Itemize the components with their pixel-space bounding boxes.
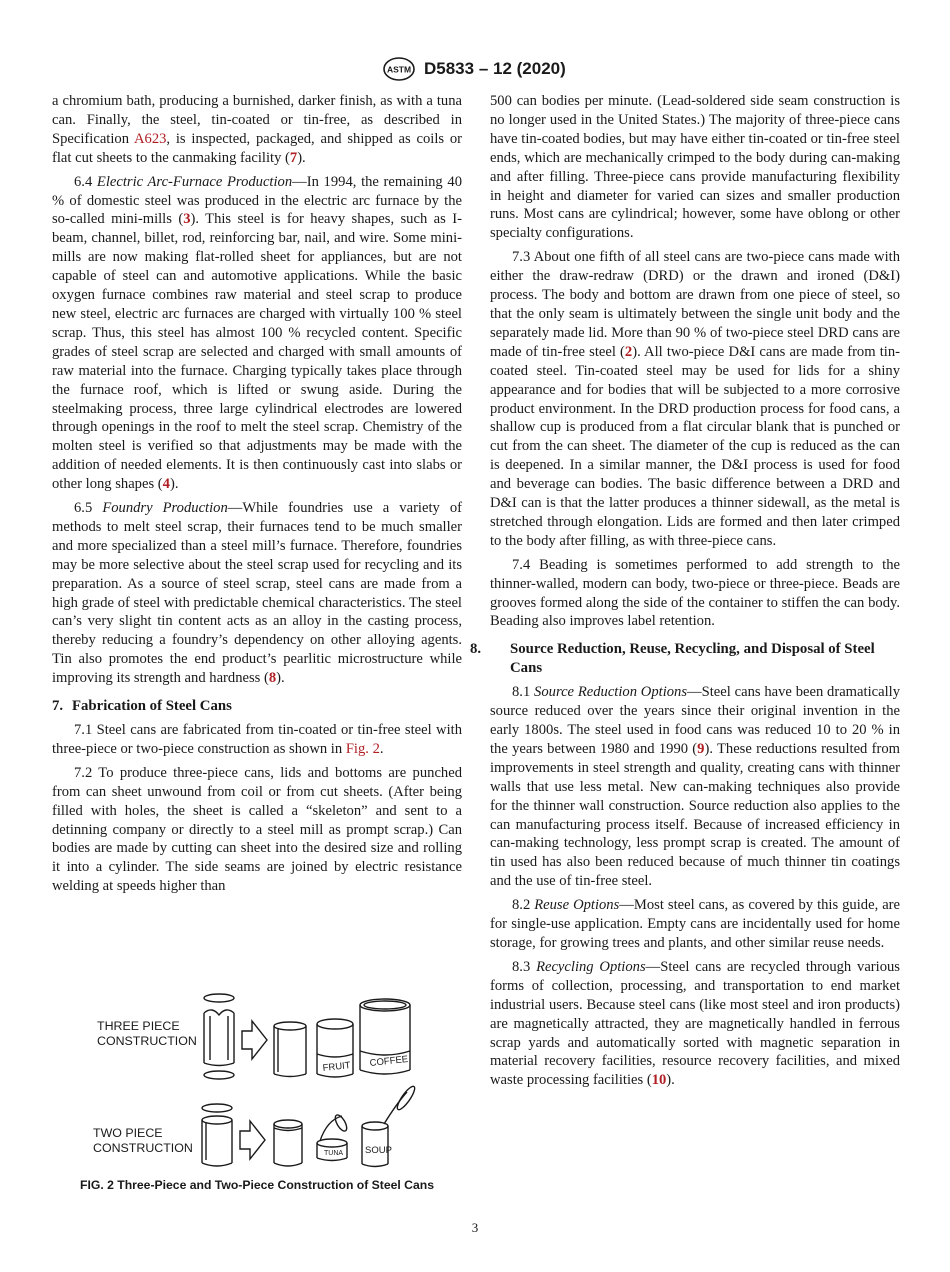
three-piece-label-line2: CONSTRUCTION	[97, 1034, 197, 1048]
two-piece-arrow-icon	[240, 1121, 265, 1159]
three-piece-bottom-icon	[204, 1071, 234, 1079]
paragraph-8-2-title: Reuse Options	[534, 897, 620, 914]
reference-4[interactable]: 4	[162, 476, 170, 493]
paragraph-7-4: 7.4 Beading is sometimes performed to add strength to the thinner-walled, modern can body, two-piece or three-piece. Beads are grooves formed along the side of the container to stiffen the can body. Beading also improves label retention.	[490, 556, 900, 630]
tuna-label: TUNA	[324, 1150, 344, 1157]
coffee-label: COFFEE	[369, 1054, 409, 1069]
rolled-can-body-icon	[204, 1010, 234, 1066]
section-7-heading: 7. Fabrication of Steel Cans	[52, 698, 232, 715]
figure-2-link[interactable]: Fig. 2	[345, 740, 380, 757]
figure-2-caption: FIG. 2 Three-Piece and Two-Piece Construction of Steel Cans	[80, 1178, 434, 1192]
paragraph-6-3-continued: a chromium bath, producing a burnished, darker finish, as with a tuna can. Finally, the steel, tin-coated or tin-free, as described in Specification A623, is inspected, packaged, and shipped as coils or flat cut sheets to the canmaking facility (7).	[52, 93, 462, 166]
paragraph-8-1-title: Source Reduction Options	[534, 684, 688, 701]
three-piece-label-line1: THREE PIECE	[97, 1019, 180, 1033]
reference-3[interactable]: 3	[183, 211, 191, 228]
figure-2	[52, 988, 462, 1203]
paragraph-8-1: 8.1 Source Reduction Options—Steel cans have been dramatically source reduced over the years since their original invention in the early 1800s. The steel used in food cans was reduced 10 to 20 % in the years between 1980 and 1990 (9). These reductions resulted from improvements in steel strength and quality, creating cans with thinner walls that use less metal. New can-making techniques also provide for the thinner wall construction. Source reduction also applies to the can manufacturing process itself. Because of increased efficiency in can-making technology, less prompt scrap is created. The amount of tin used has also been reduced because of much thinner tin coatings and the use of tin-free steel.	[490, 684, 900, 890]
fruit-label: FRUIT	[322, 1060, 352, 1074]
paragraph-8-3: 8.3 Recycling Options—Steel cans are recycled through various forms of collection, processing, and transportation to end market industrial users. Because steel cans (like most steel and iron products) are magnetically attracted, they are magnetically handled in ferrous scrap yards and automatically sorted with magnetic separation in material recovery facilities, resource recovery facilities, and mixed waste processing facilities (10).	[490, 958, 900, 1089]
paragraph-6-5: 6.5 Foundry Production—While foundries use a variety of methods to melt steel scrap, their furnaces tend to be much smaller and more specialized than a steel mill’s furnace. Therefore, foundries may be more selective about the steel scrap used for recycling and its preparation. As a source of steel scrap, steel cans are made from a high grade of steel with predictable chemical characteristics. The steel can’s very slight tin content acts as an alloy in the casting process, thereby reducing a foundry’s dependency on other alloying agents. Tin also promotes the end product’s pearlitic microstructure while improving its strength and hardness (8).	[52, 500, 463, 687]
paragraph-8-2: 8.2 Reuse Options—Most steel cans, as covered by this guide, are for single-use application. Empty cans are incidentally used for home storage, for growing trees and plants, and other similar reuse needs.	[490, 897, 901, 951]
drawn-can-body-icon	[202, 1116, 232, 1166]
reference-9[interactable]: 9	[697, 740, 705, 757]
paragraph-7-2: 7.2 To produce three-piece cans, lids and bottoms are punched from can sheet unwound from coil or from cut sheets. (After being filled with holes, the sheet is called a “skeleton” and sent to a detinning company or directly to a steel mill as prompt scrap.) Can bodies are made by cutting can sheet into the desired size and rolling it into a cylinder. The side seams are joined by electric resistance welding at speeds higher than	[52, 764, 462, 895]
spec-link-a623[interactable]: A623	[133, 130, 167, 147]
document-designation: D5833 – 12 (2020)	[424, 59, 566, 78]
soup-label: SOUP	[365, 1145, 392, 1156]
can-construction-illustration	[52, 988, 462, 1178]
paragraph-6-4-title: Electric Arc-Furnace Production	[96, 173, 293, 190]
page-number: 3	[471, 1220, 479, 1235]
two-piece-label-line2: CONSTRUCTION	[93, 1141, 193, 1155]
finished-can-body-icon	[274, 1120, 302, 1166]
paragraph-7-2-continued: 500 can bodies per minute. (Lead-soldered side seam construction is no longer used in the United States.) The majority of three-piece cans have tin-coated bodies, but may have either tin-coated or tin-free steel ends, which are mechanically crimped to the body during can-making and after filling. Three-piece cans provide manufacturing flexibility in height and diameter for varied can sizes and smaller production runs. Most cans are cylindrical; however, some have oblong or other specialty configurations.	[490, 93, 900, 242]
reference-2[interactable]: 2	[624, 343, 633, 360]
section-8-heading: 8. Source Reduction, Reuse, Recycling, and Disposal of Steel Cans	[470, 641, 875, 677]
two-piece-label-line1: TWO PIECE	[93, 1126, 163, 1140]
page-header	[0, 56, 950, 82]
paragraph-7-3: 7.3 About one fifth of all steel cans are two-piece cans made with either the draw-redraw (DRD) or the drawn and ironed (D&I) process. The body and bottom are drawn from one piece of steel, so that the only seam is ultimately between the single unit body and the separately made lid. More than 90 % of two-piece steel DRD cans are made of tin-free steel (2). All two-piece D&I cans are made from tin-coated steel. Tin-coated steel may be used for lids for a shiny appearance and for bodies that will be subjected to a more corrosive product environment. In the DRD production process for food cans, a shallow cup is produced from a flat circular blank that is punched or cut from the can sheet. The diameter of the cup is reduced as the can is deepened. In a similar manner, the D&I process is used for food and beverage can bodies. The basic difference between a DRD and D&I can is that the latter produces a thinner sidewall, as the metal is stretched through elongation. Lids are formed and then later crimped to the body after filling, as with three-piece cans.	[490, 249, 900, 549]
reference-8[interactable]: 8	[268, 670, 277, 687]
reference-10[interactable]: 10	[651, 1072, 667, 1089]
right-column	[470, 92, 901, 1095]
reference-7[interactable]: 7	[289, 149, 298, 166]
paragraph-6-5-title: Foundry Production	[102, 500, 228, 517]
three-piece-lid-icon	[204, 994, 234, 1002]
welded-can-body-icon	[274, 1022, 306, 1077]
left-column	[52, 92, 462, 901]
paragraph-8-3-title: Recycling Options	[536, 958, 646, 975]
astm-logo-icon	[382, 56, 416, 82]
two-piece-lid-icon	[202, 1104, 232, 1112]
three-piece-arrow-icon	[242, 1021, 267, 1059]
paragraph-7-1: 7.1 Steel cans are fabricated from tin-coated or tin-free steel with three-piece or two-piece construction as shown in Fig. 2.	[52, 722, 462, 757]
logo-text: ASTM	[386, 64, 412, 75]
paragraph-6-4: 6.4 Electric Arc-Furnace Production—In 1994, the remaining 40 % of domestic steel was produced in the electric arc furnace by the so-called mini-mills (3). This steel is for heavy shapes, such as I-beam, channel, billet, rod, reinforcing bar, nail, and wire. Some mini-mills are now making flat-rolled sheet for appliances, but are not capable of steel can and automotive applications. While the basic oxygen furnace combines raw material and steel scrap to produce new steel, electric arc furnaces are charged with virtually 100 % steel scrap. Thus, this steel has almost 100 % recycled content. Specific grades of steel scrap are selected and charged with small amounts of raw material into the furnace. Charging typically takes place through the furnace roof, which is lifted or swung aside. During the steelmaking process, three large cylindrical electrodes are lowered through openings in the roof to melt the steel scrap. Chemistry of the molten steel is verified so that adjustments may be made with the addition of needed elements. It is then continuously cast into slabs or other long shapes (4).	[52, 173, 462, 493]
